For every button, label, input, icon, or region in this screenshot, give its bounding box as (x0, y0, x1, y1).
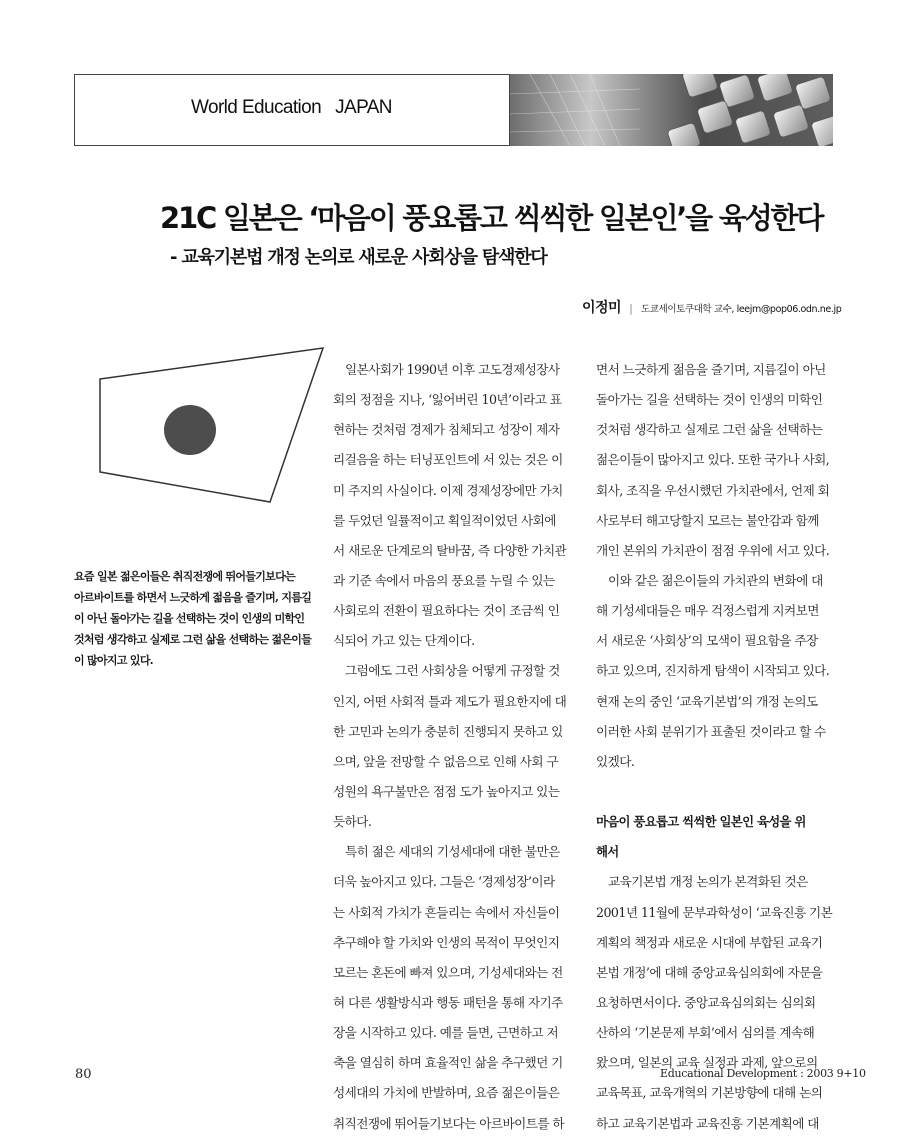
body-line: 축을 열심히 하며 효율적인 삶을 추구했던 기 (333, 1055, 563, 1071)
body-line: 요청하면서이다. 중앙교육심의회는 심의회 (596, 994, 816, 1010)
body-line: 미 주지의 사실이다. 이제 경제성장에만 가치 (333, 482, 563, 498)
pull-quote-line: 이 많아지고 있다. (74, 654, 153, 667)
body-line: 장을 시작하고 있다. 예를 들면, 근면하고 저 (333, 1025, 559, 1041)
journal-footer: Educational Development : 2003 9+10 (660, 1067, 866, 1080)
body-line: 사회로의 전환이 필요하다는 것이 조금씩 인 (333, 603, 560, 619)
author-name: 이정미 (582, 300, 622, 316)
body-line: 하고 있으며, 진지하게 탐색이 시작되고 있다. (596, 663, 830, 679)
article-title: 21C 일본은 ‘마음이 풍요롭고 씩씩한 일본인’을 육성한다 (160, 201, 823, 235)
body-line: 젊은이들이 많아지고 있다. 또한 국가나 사회, (596, 452, 830, 468)
body-line: 일본사회가 1990년 이후 고도경제성장사 (333, 362, 560, 377)
pull-quote-line: 아르바이트를 하면서 느긋하게 젊음을 즐기며, 지름길 (74, 591, 312, 604)
body-column-middle (333, 355, 575, 1139)
body-line: 한 고민과 논의가 충분히 진행되지 못하고 있 (333, 723, 563, 739)
body-line: 현재 논의 중인 ‘교육기본법’의 개정 논의도 (596, 693, 818, 709)
body-line: 서 새로운 ‘사회상’의 모색이 필요함을 주장 (596, 633, 818, 649)
body-line: 하고 교육기본법과 교육진흥 기본계획에 대 (596, 1115, 819, 1131)
body-line: 성세대의 가치에 반발하며, 요즘 젊은이들은 (333, 1085, 560, 1101)
body-line: 교육기본법 개정 논의가 본격화된 것은 (596, 874, 808, 890)
body-column-right (596, 355, 836, 1139)
header-keyboard-photo (510, 74, 833, 146)
body-line: 추구해야 할 가치와 인생의 목적이 무엇인지 (333, 934, 560, 950)
body-line: 모르는 혼돈에 빠져 있으며, 기성세대와는 전 (333, 964, 563, 980)
body-line: 현하는 것처럼 경제가 침체되고 성장이 제자 (333, 422, 560, 438)
body-line: 사로부터 해고당할지 모르는 불안감과 함께 (596, 512, 819, 528)
author-affiliation: 도쿄세이토쿠대학 교수, leejm@pop06.odn.ne.jp (640, 304, 842, 315)
section-header-box (74, 74, 510, 146)
article-subtitle: - 교육기본법 개정 논의로 새로운 사회상을 탐색한다 (170, 247, 547, 268)
pull-quote-line: 요즘 일본 젊은이들은 취직전쟁에 뛰어들기보다는 (74, 570, 295, 583)
body-line: 이러한 사회 분위기가 표출된 것이라고 할 수 (596, 723, 826, 739)
body-line: 산하의 ‘기본문제 부회’에서 심의를 계속해 (596, 1025, 815, 1041)
body-line: 본법 개정’에 대해 중앙교육심의회에 자문을 (596, 964, 823, 980)
body-line: 과 기준 속에서 마음의 풍요를 누릴 수 있는 (333, 572, 555, 588)
body-line: 있겠다. (596, 753, 635, 769)
body-line: 는 사회적 가치가 흔들리는 속에서 자신들이 (333, 904, 560, 920)
body-line: 으며, 앞을 전망할 수 없음으로 인해 사회 구 (333, 753, 559, 769)
body-line: 이와 같은 젊은이들의 가치관의 변화에 대 (596, 572, 823, 588)
body-line: 그럼에도 그런 사회상을 어떻게 규정할 것 (333, 663, 560, 679)
body-line: 취직전쟁에 뛰어들기보다는 아르바이트를 하 (333, 1115, 565, 1131)
body-line: 돌아가는 길을 선택하는 것이 인생의 미학인 (596, 392, 823, 408)
body-line: 계획의 책정과 새로운 시대에 부합된 교육기 (596, 934, 823, 950)
section-label: World Education JAPAN (191, 97, 392, 118)
body-line: 혀 다른 생활방식과 행동 패턴을 통해 자기주 (333, 994, 563, 1010)
body-line: 개인 본위의 가치관이 점점 우위에 서고 있다. (596, 542, 830, 558)
author-separator: | (629, 302, 633, 315)
body-line: 회사, 조직을 우선시했던 가치관에서, 언제 회 (596, 482, 830, 498)
section-heading: 마음이 풍요롭고 씩씩한 일본인 육성을 위 (596, 814, 806, 830)
flag-red-disc (164, 405, 216, 455)
page-number: 80 (75, 1067, 92, 1082)
body-line: 인지, 어떤 사회적 틀과 제도가 필요한지에 대 (333, 693, 567, 709)
body-line: 해 기성세대들은 매우 걱정스럽게 지켜보면 (596, 603, 819, 619)
body-line: 식되어 가고 있는 단계이다. (333, 633, 475, 649)
body-line: 더욱 높아지고 있다. 그들은 ‘경제성장’이라 (333, 874, 555, 890)
body-line: 서 새로운 단계로의 탈바꿈, 즉 다양한 가치관 (333, 542, 567, 558)
body-line: 성원의 욕구불만은 점점 도가 높아지고 있는 (333, 783, 560, 799)
pull-quote-line: 이 아닌 돌아가는 길을 선택하는 것이 인생의 미학인 (74, 612, 305, 625)
keyboard-photo-illustration (510, 74, 833, 146)
body-line: 2001년 11월에 문부과학성이 ‘교육진흥 기본 (596, 904, 833, 920)
paragraph-gap (596, 777, 836, 807)
japan-flag-illustration (98, 346, 328, 512)
body-line: 특히 젊은 세대의 기성세대에 대한 불만은 (333, 844, 560, 860)
pull-quote (74, 566, 314, 671)
pull-quote-line: 것처럼 생각하고 실제로 그런 삶을 선택하는 젊은이들 (74, 633, 312, 646)
section-heading: 해서 (596, 844, 619, 860)
body-line: 를 두었던 일률적이고 획일적이었던 사회에 (333, 512, 556, 528)
author-line (582, 297, 841, 317)
body-line: 것처럼 생각하고 실제로 그런 삶을 선택하는 (596, 422, 823, 438)
body-line: 리걸음을 하는 터닝포인트에 서 있는 것은 이 (333, 452, 563, 468)
body-line: 듯하다. (333, 814, 372, 830)
body-line: 교육목표, 교육개혁의 기본방향에 대해 논의 (596, 1085, 823, 1101)
body-line: 면서 느긋하게 젊음을 즐기며, 지름길이 아닌 (596, 362, 826, 377)
body-line: 회의 정점을 지나, ‘잃어버린 10년’이라고 표 (333, 392, 562, 408)
body-line: 왔으며, 일본의 교육 실정과 과제, 앞으로의 (596, 1055, 818, 1071)
